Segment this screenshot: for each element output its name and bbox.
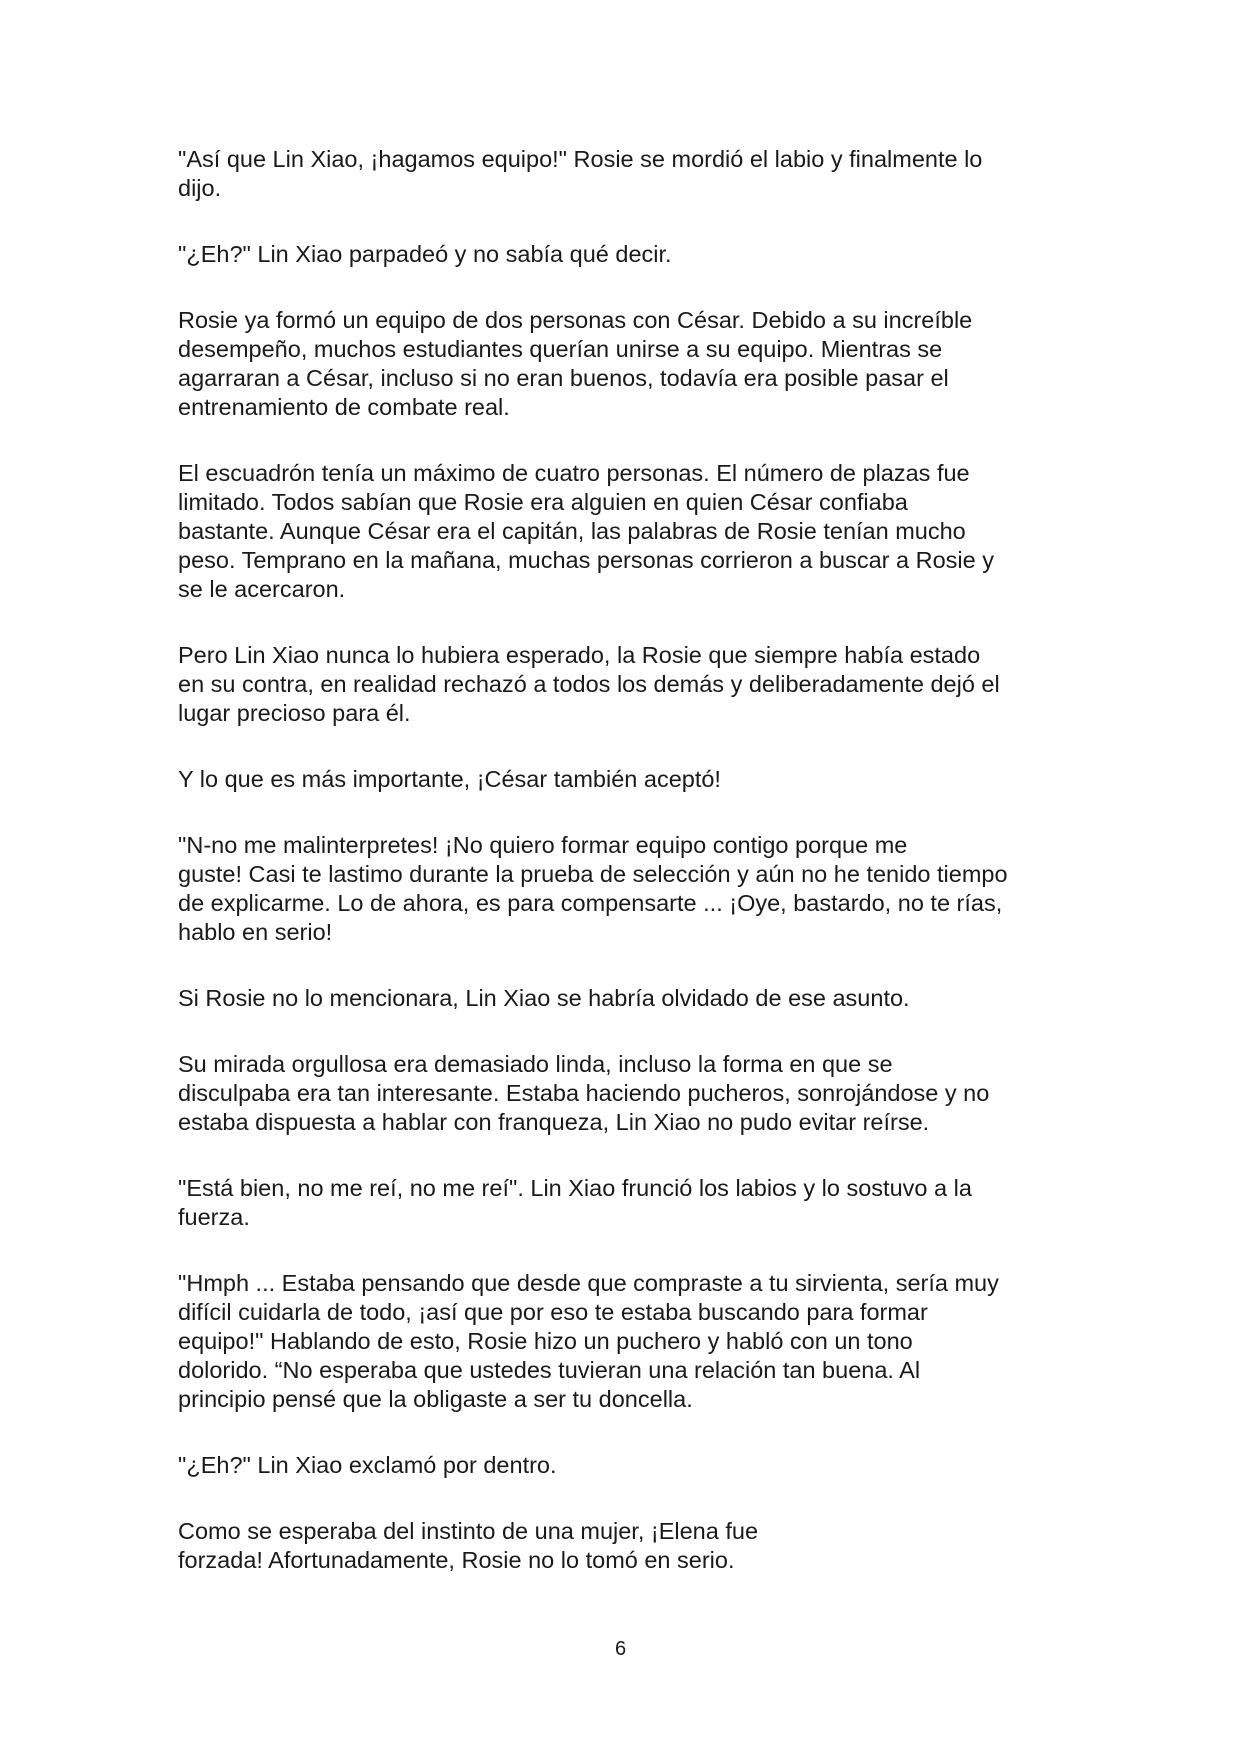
paragraph-12: "¿Eh?" Lin Xiao exclamó por dentro. bbox=[178, 1452, 557, 1478]
paragraph-9: Su mirada orgullosa era demasiado linda, incluso la forma en que se disculpaba era tan interesante. Estaba haciendo pucheros, sonrojándose y no estaba dispuesta a hablar con franqueza, Lin Xiao no pudo evitar reírse. bbox=[178, 1051, 990, 1135]
paragraph-13: Como se esperaba del instinto de una mujer, ¡Elena fue forzada! Afortunadamente, Rosie no lo tomó en serio. bbox=[178, 1518, 759, 1573]
page-number: 6 bbox=[614, 1638, 627, 1660]
paragraph-8: Si Rosie no lo mencionara, Lin Xiao se habría olvidado de ese asunto. bbox=[178, 985, 910, 1011]
paragraph-3: Rosie ya formó un equipo de dos personas con César. Debido a su increíble desempeño, muchos estudiantes querían unirse a su equipo. Mientras se agarraran a César, incluso si no eran buenos, todavía era posible pasar el entrenamiento de combate real. bbox=[178, 307, 973, 420]
paragraph-2: "¿Eh?" Lin Xiao parpadeó y no sabía qué decir. bbox=[178, 241, 672, 267]
paragraph-5: Pero Lin Xiao nunca lo hubiera esperado, la Rosie que siempre había estado en su contra, en realidad rechazó a todos los demás y deliberadamente dejó el lugar precioso para él. bbox=[178, 642, 1000, 726]
paragraph-6: Y lo que es más importante, ¡César también aceptó! bbox=[178, 766, 721, 792]
paragraph-4: El escuadrón tenía un máximo de cuatro personas. El número de plazas fue limitado. Todos sabían que Rosie era alguien en quien César confiaba bastante. Aunque César era el capitán, las palabras de Rosie tenían mucho peso. Temprano en la mañana, muchas personas corrieron a buscar a Rosie y se le acercaron. bbox=[178, 460, 994, 602]
paragraph-11: "Hmph ... Estaba pensando que desde que compraste a tu sirvienta, sería muy difícil cuidarla de todo, ¡así que por eso te estaba buscando para formar equipo!" Hablando de esto, Rosie hizo un puchero y habló con un tono dolorido. “No esperaba que ustedes tuvieran una relación tan buena. Al principio pensé que la obligaste a ser tu doncella. bbox=[178, 1270, 999, 1412]
body-text bbox=[178, 145, 1078, 1612]
paragraph-1: "Así que Lin Xiao, ¡hagamos equipo!" Rosie se mordió el labio y finalmente lo dijo. bbox=[178, 146, 983, 201]
paragraph-7: "N-no me malinterpretes! ¡No quiero formar equipo contigo porque me guste! Casi te lastimo durante la prueba de selección y aún no he tenido tiempo de explicarme. Lo de ahora, es para compensarte ... ¡Oye, bastardo, no te rías, hablo en serio! bbox=[178, 832, 1008, 945]
paragraph-10: "Está bien, no me reí, no me reí". Lin Xiao frunció los labios y lo sostuvo a la fuerza. bbox=[178, 1175, 972, 1230]
